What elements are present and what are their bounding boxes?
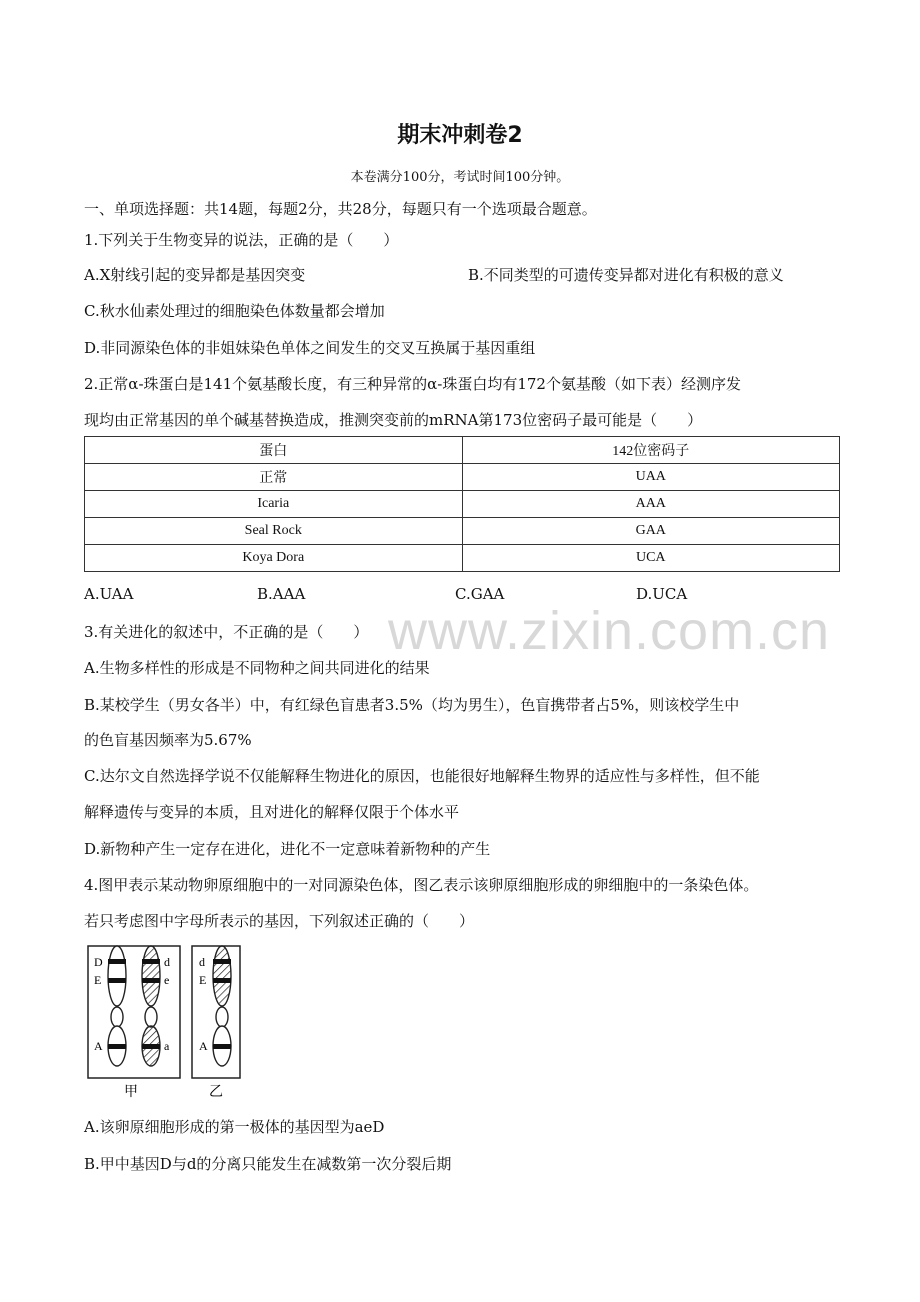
gene-label: a [164,1039,170,1053]
table-row [85,545,840,572]
table-cell: GAA [462,518,840,545]
q1-option-d: D.非同源染色体的非姐妹染色单体之间发生的交叉互换属于基因重组 [84,339,536,357]
gene-label: E [199,973,207,987]
chromosome-jia-right [142,946,160,1066]
gene-label: D [94,955,103,969]
table-row [85,464,840,491]
q1-stem: 1.下列关于生物变异的说法，正确的是（ ） [84,231,399,249]
table-row [85,491,840,518]
gene-label: A [199,1039,208,1053]
table-row [85,518,840,545]
chromosome-figure [84,940,244,1100]
q2-option-d: D.UCA [636,585,688,603]
q3-option-d: D.新物种产生一定存在进化，进化不一定意味着新物种的产生 [84,840,491,858]
table-cell: Koya Dora [85,545,463,572]
gene-label: d [199,955,205,969]
gene-label: A [94,1039,103,1053]
table-cell: Icaria [85,491,463,518]
table-cell: UAA [462,464,840,491]
caption-jia: 甲 [124,1084,138,1100]
q1-option-a: A.X射线引起的变异都是基因突变 [84,266,306,284]
codon-table [84,436,840,572]
q2-stem-line1: 2.正常α-珠蛋白是141个氨基酸长度，有三种异常的α-珠蛋白均有172个氨基酸（如下表）经测序发 [84,375,741,393]
table-header-row [85,437,840,464]
gene-label: d [164,955,170,969]
q3-option-c-line2: 解释遗传与变异的本质，且对进化的解释仅限于个体水平 [84,803,460,821]
q4-option-b: B.甲中基因D与d的分离只能发生在减数第一次分裂后期 [84,1155,452,1173]
exam-subtitle: 本卷满分100分，考试时间100分钟。 [350,170,570,185]
table-header-cell: 蛋白 [85,437,463,464]
q4-stem-line1: 4.图甲表示某动物卵原细胞中的一对同源染色体，图乙表示该卵原细胞形成的卵细胞中的一条染色体。 [84,876,759,894]
q3-option-b-line1: B.某校学生（男女各半）中，有红绿色盲患者3.5%（均为男生），色盲携带者占5%，则该校学生中 [84,696,740,714]
table-cell: Seal Rock [85,518,463,545]
gene-label: E [94,973,102,987]
q3-option-b-line2: 的色盲基因频率为5.67% [84,731,252,749]
gene-label: e [164,973,170,987]
section-heading: 一、单项选择题：共14题，每题2分，共28分，每题只有一个选项最合题意。 [84,200,597,218]
q1-option-c: C.秋水仙素处理过的细胞染色体数量都会增加 [84,302,385,320]
chromosome-jia-left [108,946,126,1066]
q1-option-b: B.不同类型的可遗传变异都对进化有积极的意义 [468,266,784,284]
table-header-cell: 142位密码子 [462,437,840,464]
q2-stem-line2: 现均由正常基因的单个碱基替换造成，推测突变前的mRNA第173位密码子最可能是（ ） [84,411,703,429]
watermark: www.zixin.com.cn [388,601,831,661]
q3-option-c-line1: C.达尔文自然选择学说不仅能解释生物进化的原因，也能很好地解释生物界的适应性与多样性，但不能 [84,767,760,785]
table-cell: UCA [462,545,840,572]
q3-stem: 3.有关进化的叙述中，不正确的是（ ） [84,623,369,641]
q2-option-c: C.GAA [455,585,505,603]
q4-option-a: A.该卵原细胞形成的第一极体的基因型为aeD [84,1118,385,1136]
caption-yi: 乙 [209,1084,223,1100]
q4-stem-line2: 若只考虑图中字母所表示的基因，下列叙述正确的（ ） [84,912,475,930]
chromosome-yi [213,946,231,1066]
q2-option-a: A.UAA [84,585,134,603]
page-title: 期末冲刺卷2 [397,123,523,148]
q3-option-a: A.生物多样性的形成是不同物种之间共同进化的结果 [84,659,430,677]
q2-option-b: B.AAA [257,585,306,603]
table-cell: AAA [462,491,840,518]
table-cell: 正常 [85,464,463,491]
